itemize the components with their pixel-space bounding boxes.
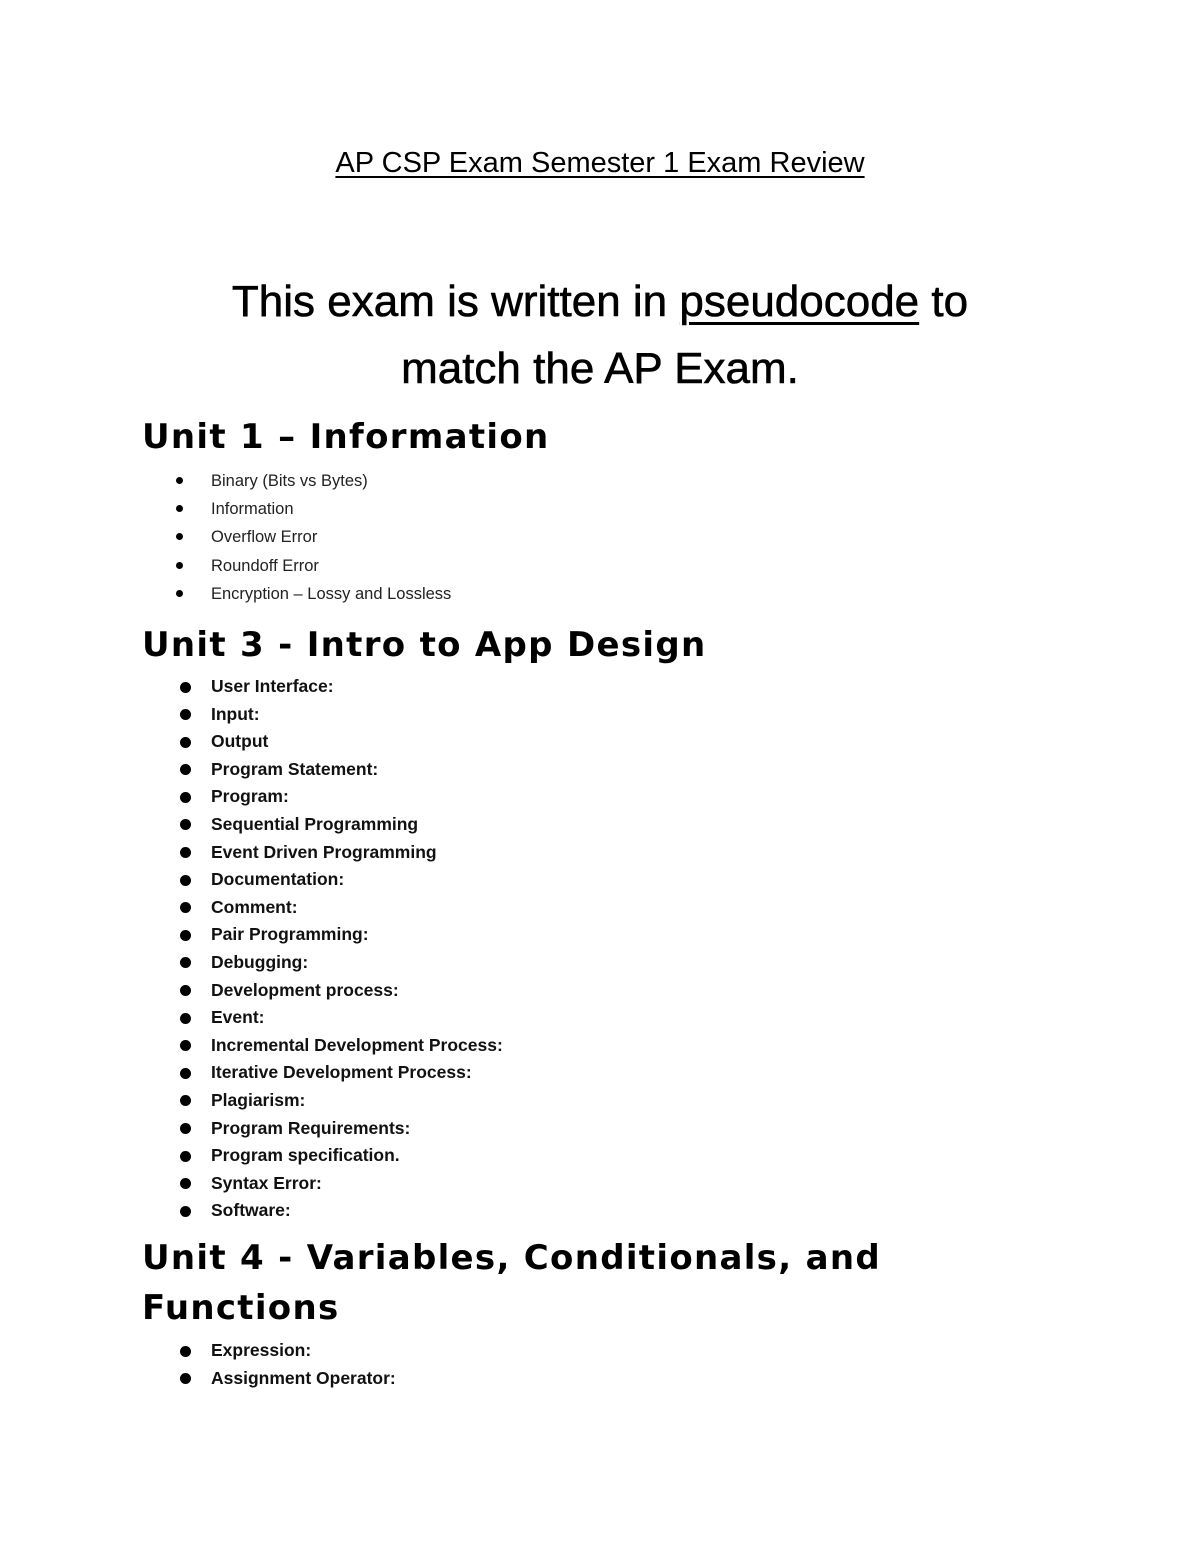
- list-item: Debugging:: [0, 949, 503, 977]
- bullet-icon: [180, 957, 191, 968]
- bullet-icon: [180, 1206, 191, 1217]
- unit-4-heading-line-2: Functions: [142, 1288, 340, 1328]
- intro-line-2: match the AP Exam.: [401, 344, 799, 393]
- bullet-icon: [180, 1123, 191, 1134]
- unit-1-heading: Unit 1 – Information: [142, 417, 550, 457]
- unit-4-heading-line-1: Unit 4 - Variables, Conditionals, and: [142, 1238, 881, 1278]
- bullet-icon: [180, 1178, 191, 1189]
- list-item: Program Statement:: [0, 756, 503, 784]
- list-item: Output: [0, 728, 503, 756]
- list-item: Roundoff Error: [0, 552, 451, 580]
- bullet-icon: [180, 847, 191, 858]
- bullet-icon: [180, 1040, 191, 1051]
- intro-text-post: to: [919, 277, 969, 326]
- list-item: Overflow Error: [0, 523, 451, 551]
- intro-underlined-word: pseudocode: [679, 277, 920, 326]
- bullet-icon: [180, 1151, 191, 1162]
- bullet-icon: [180, 1373, 191, 1384]
- list-item: Plagiarism:: [0, 1087, 503, 1115]
- list-item: Software:: [0, 1197, 503, 1225]
- bullet-icon: [180, 737, 191, 748]
- list-item: Documentation:: [0, 866, 503, 894]
- bullet-icon: [180, 875, 191, 886]
- list-item: Development process:: [0, 977, 503, 1005]
- unit-3-list: [0, 673, 503, 1225]
- list-item: Sequential Programming: [0, 811, 503, 839]
- bullet-icon: [180, 792, 191, 803]
- list-item: Pair Programming:: [0, 921, 503, 949]
- list-item: Assignment Operator:: [0, 1365, 396, 1393]
- list-item: Event Driven Programming: [0, 839, 503, 867]
- list-item: Information: [0, 495, 451, 523]
- bullet-icon: [180, 709, 191, 720]
- list-item: Iterative Development Process:: [0, 1059, 503, 1087]
- bullet-icon: [180, 1346, 191, 1357]
- bullet-icon: [180, 682, 191, 693]
- bullet-icon: [180, 985, 191, 996]
- intro-text-pre: This exam is written in: [231, 277, 680, 326]
- bullet-icon: [176, 590, 183, 597]
- bullet-icon: [180, 930, 191, 941]
- document-title: AP CSP Exam Semester 1 Exam Review: [335, 147, 865, 179]
- list-item: Binary (Bits vs Bytes): [0, 467, 451, 495]
- bullet-icon: [176, 533, 183, 540]
- list-item: Program specification.: [0, 1142, 503, 1170]
- unit-4-list: [0, 1337, 396, 1392]
- bullet-icon: [180, 764, 191, 775]
- list-item: Program Requirements:: [0, 1115, 503, 1143]
- list-item: Input:: [0, 701, 503, 729]
- bullet-icon: [180, 1013, 191, 1024]
- list-item: Program:: [0, 783, 503, 811]
- bullet-icon: [180, 1068, 191, 1079]
- bullet-icon: [176, 505, 183, 512]
- bullet-icon: [180, 1095, 191, 1106]
- bullet-icon: [176, 562, 183, 569]
- list-item: Event:: [0, 1004, 503, 1032]
- list-item: Encryption – Lossy and Lossless: [0, 580, 451, 608]
- intro-statement: [0, 268, 1200, 402]
- bullet-icon: [176, 477, 183, 484]
- intro-line-1: [0, 268, 1200, 335]
- list-item: Syntax Error:: [0, 1170, 503, 1198]
- unit-1-list: [0, 467, 451, 608]
- list-item: Expression:: [0, 1337, 396, 1365]
- bullet-icon: [180, 902, 191, 913]
- list-item: Comment:: [0, 894, 503, 922]
- unit-4-heading: [142, 1233, 881, 1333]
- bullet-icon: [180, 819, 191, 830]
- list-item: User Interface:: [0, 673, 503, 701]
- list-item: Incremental Development Process:: [0, 1032, 503, 1060]
- unit-3-heading: Unit 3 - Intro to App Design: [142, 625, 707, 665]
